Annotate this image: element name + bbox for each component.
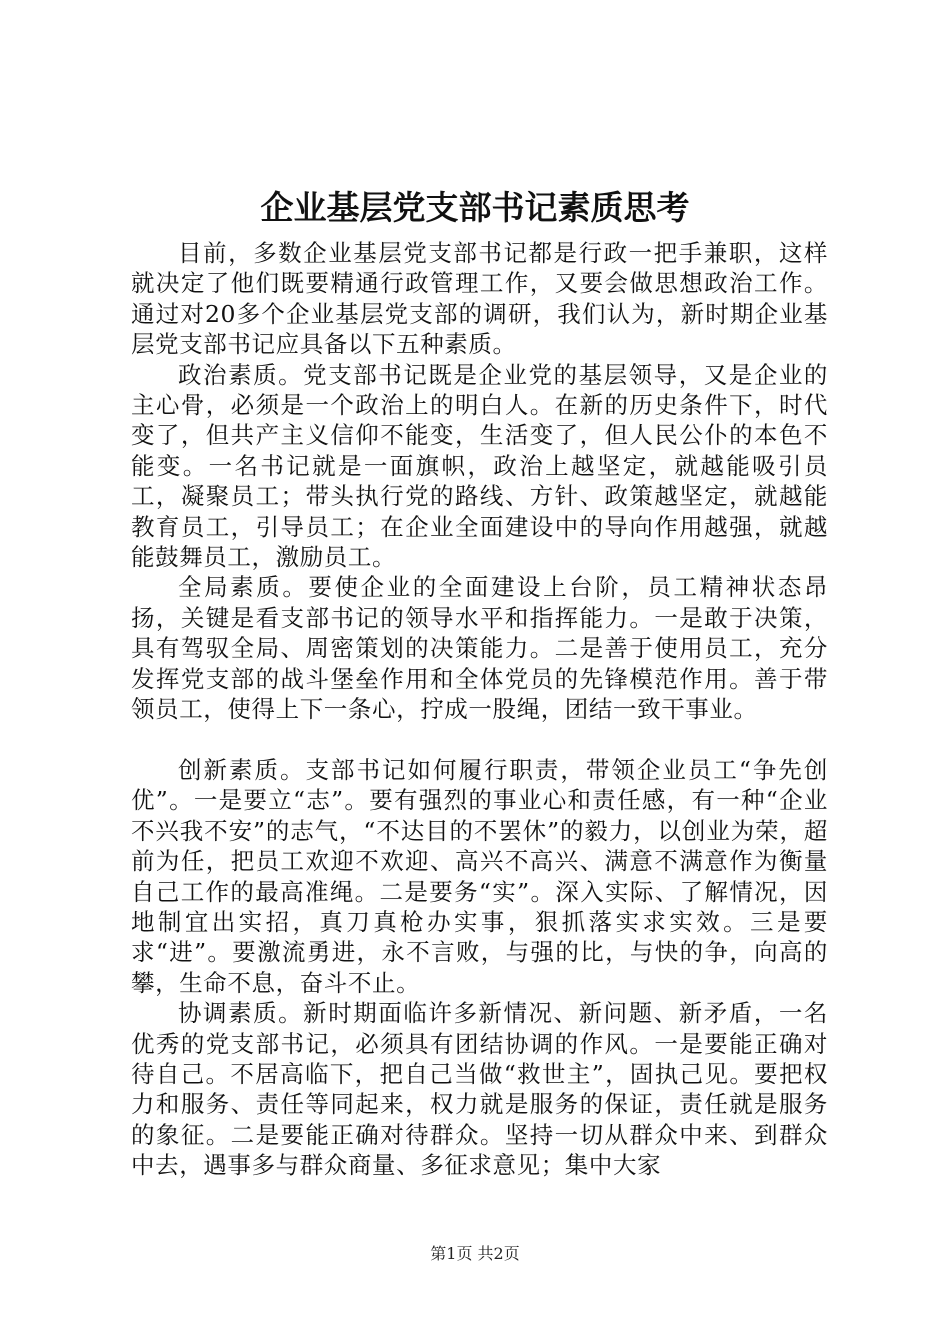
paragraph-intro: 目前，多数企业基层党支部书记都是行政一把手兼职，这样就决定了他们既要精通行政管理工作，又要会做思想政治工作。通过对20多个企业基层党支部的调研，我们认为，新时期企业基层党支部书记应具备以下五种素质。: [131, 239, 828, 359]
paragraph-overall-quality: 全局素质。要使企业的全面建设上台阶，员工精神状态昂扬，关键是看支部书记的领导水平和指挥能力。一是敢于决策，具有驾驭全局、周密策划的决策能力。二是善于使用员工，充分发挥党支部的战斗堡垒作用和全体党员的先锋模范作用。善于带领员工，使得上下一条心，拧成一股绳，团结一致干事业。: [131, 573, 828, 724]
page-number-footer: 第1页 共2页: [430, 1244, 520, 1263]
paragraph-political-quality: 政治素质。党支部书记既是企业党的基层领导，又是企业的主心骨，必须是一个政治上的明白人。在新的历史条件下，时代变了，但共产主义信仰不能变，生活变了，但人民公仆的本色不能变。一名书记就是一面旗帜，政治上越坚定，就越能吸引员工，凝聚员工；带头执行党的路线、方针、政策越坚定，就越能教育员工，引导员工；在企业全面建设中的导向作用越强，就越能鼓舞员工，激励员工。: [131, 360, 828, 572]
document-title: 企业基层党支部书记素质思考: [260, 188, 690, 227]
paragraph-spacer: [131, 725, 828, 755]
document-body: [131, 238, 828, 1181]
paragraph-coordination-quality: 协调素质。新时期面临许多新情况、新问题、新矛盾，一名优秀的党支部书记，必须具有团结协调的作风。一是要能正确对待自己。不居高临下，把自己当做“救世主”，固执己见。要把权力和服务、责任等同起来，权力就是服务的保证，责任就是服务的象征。二是要能正确对待群众。坚持一切从群众中来、到群众中去，遇事多与群众商量、多征求意见；集中大家: [131, 999, 828, 1180]
paragraph-innovation-quality: 创新素质。支部书记如何履行职责，带领企业员工“争先创优”。一是要立“志”。要有强烈的事业心和责任感，有一种“企业不兴我不安”的志气，“不达目的不罢休”的毅力，以创业为荣，超前为任，把员工欢迎不欢迎、高兴不高兴、满意不满意作为衡量自己工作的最高准绳。二是要务“实”。深入实际、了解情况，因地制宜出实招，真刀真枪办实事，狠抓落实求实效。三是要求“进”。要激流勇进，永不言败，与强的比，与快的争，向高的攀，生命不息，奋斗不止。: [131, 755, 828, 997]
